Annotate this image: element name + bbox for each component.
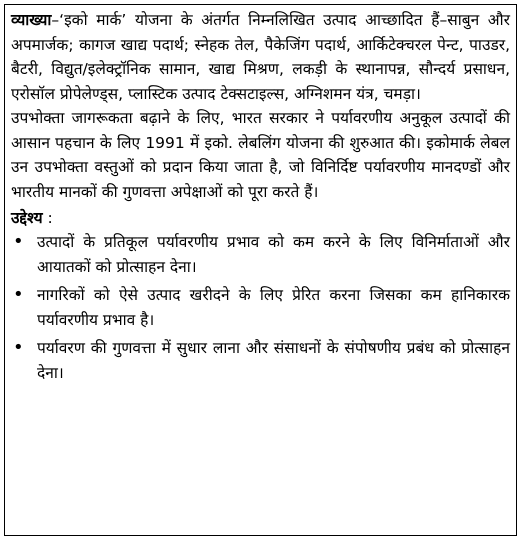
intro-paragraph: उपभोक्ता जागरूकता बढ़ाने के लिए, भारत सरकार ने पर्यावरणीय अनुकूल उत्पादों की आसान पहचान के लिए 1991 में इको. लेबलिंग योजना की शुरुआत की। इकोमार्क लेबल उन उपभोक्ता वस्तुओं को प्रदान किया जाता है, जो विनिर्दिष्ट पर्यावरणीय मानदण्डों और भारतीय मानकों की गुणवत्ता अपेक्षाओं को पूरा करते हैं। <box>11 109 510 201</box>
objective-text: नागरिकों को ऐसे उत्पाद खरीदने के लिए प्रेरित करना जिसका कम हानिकारक पर्यावरणीय प्रभाव है। <box>37 286 510 329</box>
objectives-heading-colon: : <box>42 209 53 227</box>
content-box <box>4 4 517 536</box>
list-item <box>11 230 510 279</box>
objectives-heading-label: उद्देश्य <box>11 209 43 227</box>
objective-text: उत्पादों के प्रतिकूल पर्यावरणीय प्रभाव को कम करने के लिए विनिर्माताओं और आयातकों को प्रोत्साहन देना। <box>37 233 510 276</box>
objective-text: पर्यावरण की गुणवत्ता में सुधार लाना और संसाधनों के संपोषणीय प्रबंध को प्रोत्साहन देना। <box>37 339 510 382</box>
list-item <box>11 336 510 385</box>
objectives-heading <box>11 206 510 230</box>
explanation-paragraph <box>11 8 510 106</box>
explanation-text: –‘इको मार्क’ योजना के अंतर्गत निम्नलिखित उत्पाद आच्छादित हैं–साबुन और अपमार्जक; कागज खाद्य पदार्थ; स्नेहक तेल, पैकेजिंग पदार्थ, आर्किटेक्चरल पेन्ट, पाउडर, बैटरी, विद्युत/इलेक्ट्रॉनिक सामान, खाद्य मिश्रण, लकड़ी के स्थानापन्न, सौन्दर्य प्रसाधन, एरोसॉल प्रोपेलेण्ड्स, प्लास्टिक उत्पाद टेक्सटाइल्स, अग्निशमन यंत्र, चमड़ा। <box>11 11 510 103</box>
bullet-icon: • <box>13 284 24 305</box>
objectives-list <box>11 230 510 385</box>
bullet-icon: • <box>13 337 24 358</box>
bullet-icon: • <box>13 231 24 252</box>
list-item <box>11 283 510 332</box>
explanation-label: व्याख्या <box>11 11 52 29</box>
